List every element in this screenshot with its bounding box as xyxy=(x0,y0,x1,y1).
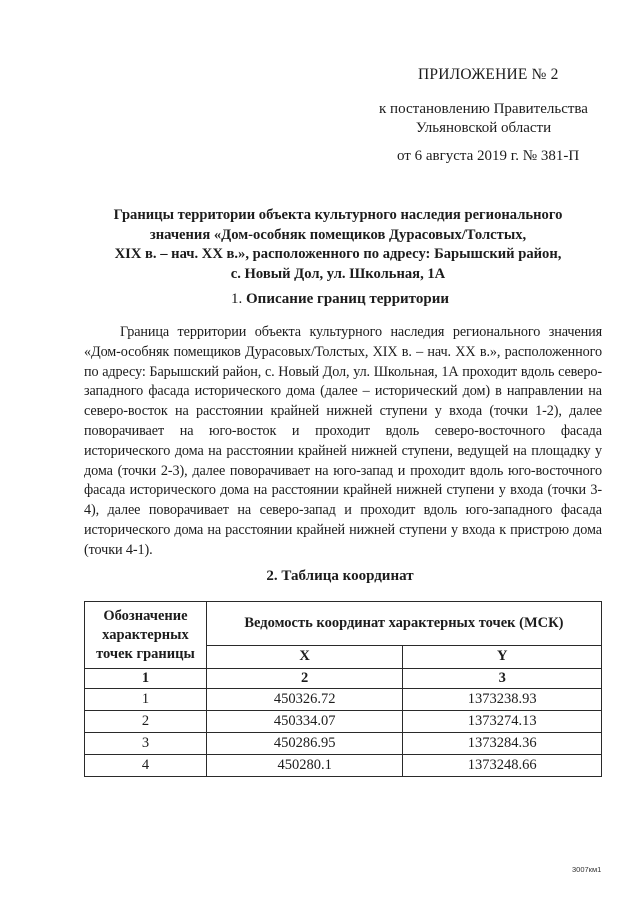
title-line-2: значения «Дом-особняк помещиков Дурасовых/Толстых, xyxy=(149,226,527,243)
table-row xyxy=(85,755,602,777)
x-coordinate: 450326.72 xyxy=(206,689,403,711)
x-coordinate: 450280.1 xyxy=(206,755,403,777)
boundary-description: Граница территории объекта культурного наследия регионального значения «Дом-особняк помещиков Дурасовых/Толстых, XIX в. – нач. XX в.», расположенного по адресу: Барышский район, с. Новый Дол, ул. Школьная, 1А проходит вдоль северо-западного фасада исторического дома (далее – исторический дом) в направлении на северо-восток на расстоянии крайней нижней ступени у входа (точки 1-2), далее поворачивает на юго-восток и проходит вдоль северо-восточного фасада исторического дома на расстоянии крайней нижней ступени, ведущей на площадку у дома (точки 2-3), далее поворачивает на юго-запад и проходит вдоль юго-восточного фасада исторического дома на расстоянии крайней нижней ступени у входа (точки 3-4), далее поворачивает на северо-запад и проходит вдоль юго-западного фасада исторического дома на расстоянии крайней нижней ступени у входа к пристрою дома (точки 4-1). xyxy=(84,324,602,558)
title-line-1: Границы территории объекта культурного наследия регионального xyxy=(113,207,563,223)
table-row xyxy=(85,689,602,711)
y-coordinate: 1373274.13 xyxy=(403,711,602,733)
column-number-row xyxy=(85,669,602,689)
y-coordinate: 1373284.36 xyxy=(403,733,602,755)
point-id: 3 xyxy=(85,733,207,755)
y-coordinate: 1373238.93 xyxy=(403,689,602,711)
x-coordinate: 450286.95 xyxy=(206,733,403,755)
decree-line-1: к постановлению Правительства xyxy=(379,101,588,117)
header-point-designation: Обозначение характерных точек границы xyxy=(85,602,207,669)
x-coordinate: 450334.07 xyxy=(206,711,403,733)
title-line-4: с. Новый Дол, ул. Школьная, 1А xyxy=(230,265,446,282)
column-number: 1 xyxy=(85,669,207,689)
section-2-heading: 2. Таблица координат xyxy=(266,568,414,584)
section-1-heading xyxy=(90,291,590,308)
decree-line-2: Ульяновской области xyxy=(415,120,552,136)
document-title xyxy=(88,206,588,284)
coordinates-table xyxy=(84,601,602,777)
column-number: 3 xyxy=(403,669,602,689)
decree-reference xyxy=(376,100,591,138)
table-row xyxy=(85,733,602,755)
point-id: 4 xyxy=(85,755,207,777)
header-x: X xyxy=(206,645,403,668)
section-1-title: Описание границ территории xyxy=(246,291,449,307)
column-number: 2 xyxy=(206,669,403,689)
document-code: 3007км1 xyxy=(572,865,602,874)
table-row xyxy=(85,711,602,733)
appendix-number: ПРИЛОЖЕНИЕ № 2 xyxy=(418,66,559,83)
title-line-3: XIX в. – нач. XX в.», расположенного по адресу: Барышский район, xyxy=(114,246,562,262)
point-id: 1 xyxy=(85,689,207,711)
section-1-number: 1. xyxy=(231,291,243,307)
decree-date: от 6 августа 2019 г. № 381-П xyxy=(397,148,580,164)
header-y: Y xyxy=(403,645,602,668)
point-id: 2 xyxy=(85,711,207,733)
y-coordinate: 1373248.66 xyxy=(403,755,602,777)
header-coordinates: Ведомость координат характерных точек (МСК) xyxy=(206,602,601,646)
